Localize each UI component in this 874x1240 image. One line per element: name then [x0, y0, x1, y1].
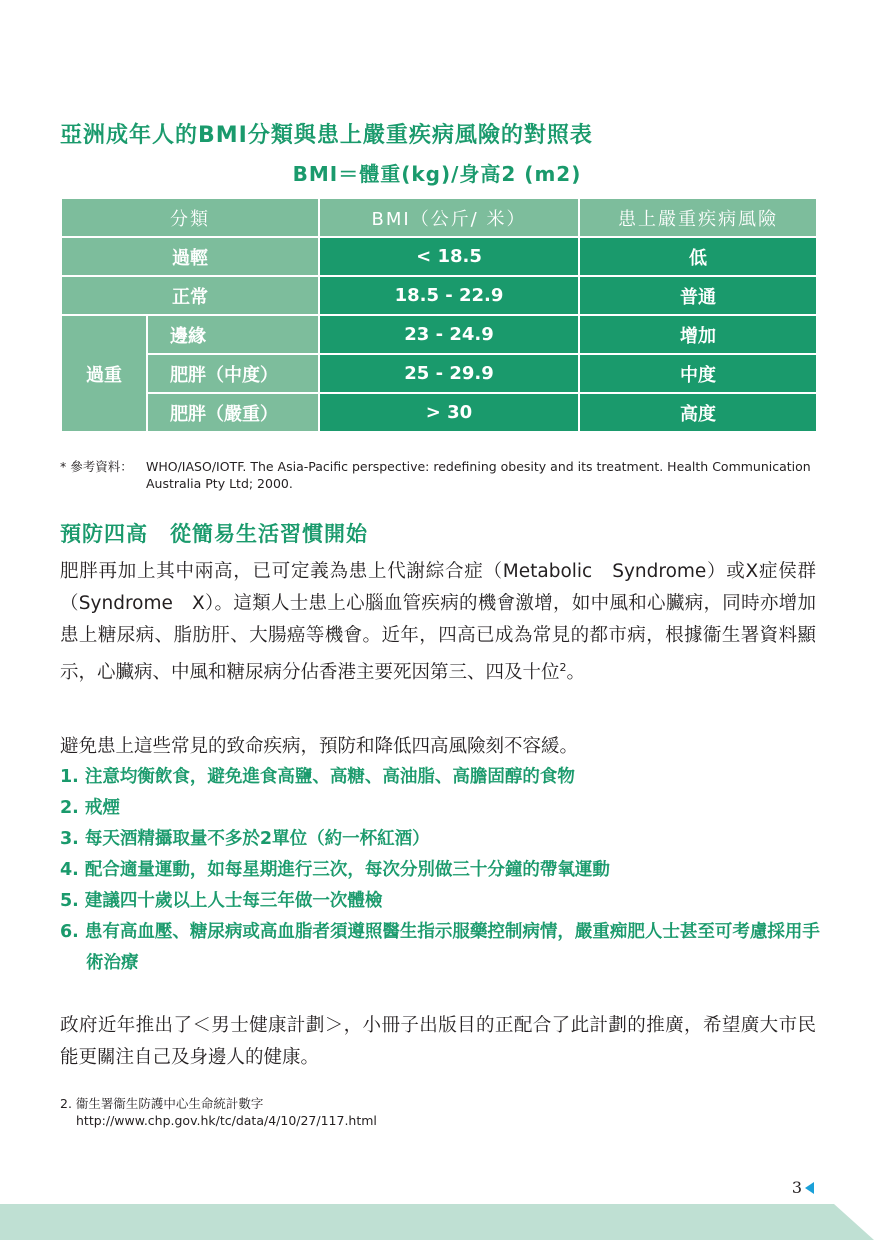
header-bmi: BMI（公斤/ 米）	[319, 198, 579, 237]
bmi-cell: < 18.5	[319, 237, 579, 276]
bottom-decor-band	[0, 1204, 874, 1240]
table-row	[61, 237, 817, 276]
bmi-table	[60, 197, 818, 433]
paragraph-mens-health-plan: 政府近年推出了＜男士健康計劃＞，小冊子出版目的正配合了此計劃的推廣，希望廣大市民能更關注自己及身邊人的健康。	[60, 1015, 816, 1068]
bottom-corner-cut	[834, 1204, 874, 1240]
page-number-text: 3	[791, 1178, 802, 1197]
list-item: 3. 每天酒精攝取量不多於2單位（約一杯紅酒）	[60, 829, 430, 849]
category-cell: 邊緣	[147, 315, 319, 354]
category-cell: 正常	[61, 276, 319, 315]
paragraph-text: 肥胖再加上其中兩高，已可定義為患上代謝綜合症（Metabolic Syndrome）或X症侯群（Syndrome X）。這類人士患上心腦血管疾病的機會激增，如中風和心臟病，同時亦增加患上糖尿病、脂肪肝、大腸癌等機會。近年，四高已成為常見的都市病，根據衞生署資料顯示，心臟病、中風和糖尿病分佔香港主要死因第三、四及十位	[60, 561, 816, 684]
paragraph-end: 。	[566, 662, 586, 684]
risk-cell: 中度	[579, 354, 817, 393]
list-item: 5. 建議四十歲以上人士每三年做一次體檢	[60, 891, 383, 911]
list-item: 2. 戒煙	[60, 798, 120, 818]
risk-cell: 普通	[579, 276, 817, 315]
table-row	[61, 354, 817, 393]
risk-cell: 低	[579, 237, 817, 276]
footnote	[60, 1095, 377, 1129]
list-item: 1. 注意均衡飲食，避免進食高鹽、高糖、高油脂、高膽固醇的食物	[60, 767, 575, 787]
bmi-cell: 25 - 29.9	[319, 354, 579, 393]
table-row	[61, 276, 817, 315]
bmi-formula: BMI＝體重(kg)/身高2 (m2)	[292, 162, 582, 186]
risk-cell: 高度	[579, 393, 817, 432]
bmi-cell: 23 - 24.9	[319, 315, 579, 354]
category-cell: 肥胖（中度）	[147, 354, 319, 393]
list-item: 6. 患有高血壓、糖尿病或高血脂者須遵照醫生指示服藥控制病情，嚴重痴肥人士甚至可考慮採用手術治療	[60, 922, 820, 973]
table-header-row	[61, 198, 817, 237]
footnote-url[interactable]: http://www.chp.gov.hk/tc/data/4/10/27/117.html	[76, 1113, 377, 1128]
category-cell: 過輕	[61, 237, 319, 276]
bmi-cell: 18.5 - 22.9	[319, 276, 579, 315]
category-cell: 肥胖（嚴重）	[147, 393, 319, 432]
prevention-tips-list	[60, 762, 820, 979]
table-row	[61, 393, 817, 432]
footnote-ref: 2	[559, 661, 567, 674]
paragraph-prevention: 避免患上這些常見的致命疾病，預防和降低四高風險刻不容緩。	[60, 736, 579, 757]
table-row	[61, 315, 817, 354]
bmi-cell: > 30	[319, 393, 579, 432]
page-number	[792, 1178, 814, 1197]
list-item: 4. 配合適量運動，如每星期進行三次，每次分別做三十分鐘的帶氧運動	[60, 860, 610, 880]
risk-cell: 增加	[579, 315, 817, 354]
header-risk: 患上嚴重疾病風險	[579, 198, 817, 237]
reference-text: WHO/IASO/IOTF. The Asia-Pacific perspective: redefining obesity and its treatment. Health Communication Australia Pty Ltd; 2000.	[146, 459, 811, 491]
paragraph-metabolic-syndrome	[60, 556, 816, 689]
footnote-text: 2. 衞生署衞生防護中心生命統計數字	[60, 1096, 264, 1111]
header-category: 分類	[61, 198, 319, 237]
reference-note	[60, 458, 820, 492]
triangle-left-icon	[805, 1182, 814, 1194]
reference-label: * 參考資料：	[60, 459, 133, 474]
page-title: 亞洲成年人的BMI分類與患上嚴重疾病風險的對照表	[60, 123, 593, 148]
section-heading: 預防四高 從簡易生活習慣開始	[60, 522, 368, 546]
overweight-group-cell: 過重	[61, 315, 147, 432]
